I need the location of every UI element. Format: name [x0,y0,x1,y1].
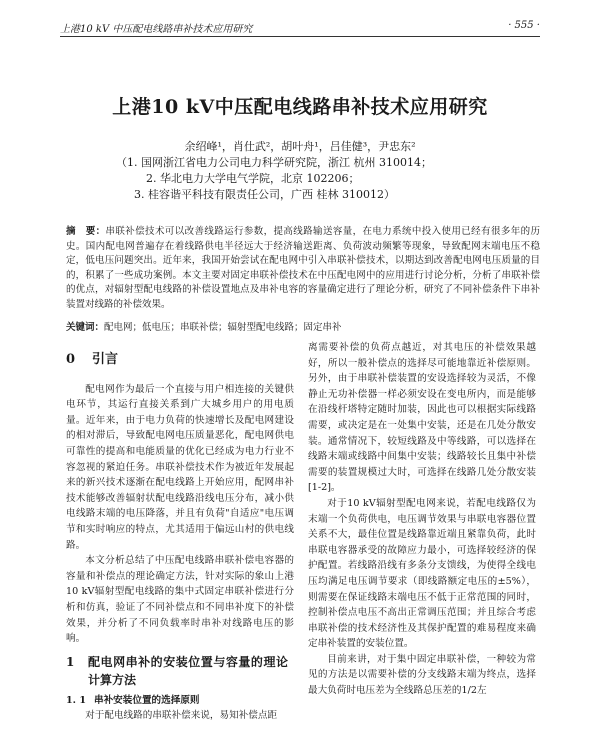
affiliation-3: 3. 桂容谐平科技有限责任公司，广西 桂林 310012） [134,188,395,201]
section-0-heading [66,352,294,368]
subsection-number: 1. 1 [66,694,87,706]
right-paragraph-2: 对于10 kV辐射型配电网来说，若配电线路仅为末端一个负荷供电，电压调节效果与串联电容器位置关系不大，最佳位置是线路靠近端且紧靠负荷，此时串联电容器承受的故障应力最小，可选择较经济的保护配置。若线路沿线有多条分支馈线，为使得全线电压均满足电压调节要求（即线路额定电压的±5%），则需要在保证线路末端电压不低于正常范围的同时，控制补偿点电压不高出正常调压范围；并且综合考虑串联补偿的技术经济性及其保护配置的难易程度来确定串补装置的安装位置。 [308,497,536,650]
abstract-text: 串联补偿技术可以改善线路运行参数，提高线路输送容量，在电力系统中投入使用已经有很多年的历史。国内配电网普遍存在着线路供电半径远大于经济输送距离、负荷波动频繁等现象，导致配网末端电压不稳定，低电压问题突出。近年来，我国开始尝试在配电网中引入串联补偿技术，以期达到改善配电网电压质量的目的，积累了一些成功案例。本文主要对固定串联补偿技术在中压配电网中的应用进行讨论分析，分析了串联补偿的优点，对辐射型配电线路的补偿设置地点及串补电容的容量确定进行了理论分析，研究了不同补偿条件下串补装置对线路的补偿效果。 [66,226,540,310]
section-1-heading [66,653,294,689]
authors: 余绍峰¹，肖仕武²，胡叶舟¹，吕佳健³，尹忠东² [184,140,416,153]
subsection-1-1-heading [66,693,294,709]
abstract [66,225,540,313]
keywords [66,319,540,333]
section-1-number: 1 [66,654,75,669]
right-column [308,340,536,699]
right-paragraph-1: 离需要补偿的负荷点越近，对其电压的补偿效果越好，所以一般补偿点的选择尽可能地靠近补偿原则。另外，由于串联补偿装置的安设选择较为灵活，不像静止无功补偿器一样必须安设在变电所内，而是能够在沿线杆塔特定随时加装，因此也可以根据实际线路需要，或决定是在一处集中安装，还是在几处分散安装。通常情况下，较短线路及中等线路，可以选择在线路末端或线路中间集中安装；线路较长且集中补偿需要的装置规模过大时，可选择在线路几处分散安装[1-2]。 [308,342,536,494]
keywords-label: 关键词： [66,322,105,333]
affiliation-2: 2. 华北电力大学电气学院，北京 102206； [146,172,360,185]
right-paragraph-3: 目前来讲，对于集中固定串联补偿，一种较为常见的方法是以需要补偿的分支线路末端为终点，选择最大负荷时电压差为全线路总压差的1/2左 [308,653,536,697]
running-head-title: 上港10 kV 中压配电线路串补技术应用研究 [60,24,253,35]
section-0-number: 0 [66,352,76,367]
affiliation-1: （1. 国网浙江省电力公司电力科学研究院，浙江 杭州 310014； [116,156,432,169]
affiliations [116,155,536,203]
section-1-title: 配电网串补的安装位置与容量的理论计算方法 [88,654,288,687]
subsection-title: 串补安装位置的选择原则 [94,694,200,706]
abstract-label: 摘 要： [66,226,106,237]
paper-title: 上港10 kV中压配电线路串补技术应用研究 [112,96,488,118]
intro-paragraph-2: 本文分析总结了中压配电线路串联补偿电容器的容量和补偿点的理论确定方法，针对实际的象山上港10 kV辐射型配电线路的集中式固定串联补偿进行分析和仿真，验证了不同补偿点和不同串补度下的补偿效果，并分析了不同负载率时串补对线路电压的影响。 [66,555,294,645]
page-number: · 555 · [508,20,540,31]
left-column [66,340,294,724]
section-0-title: 引言 [92,352,119,367]
subsection-paragraph-start: 对于配电线路的串联补偿来说，易知补偿点距 [85,710,278,722]
keywords-text: 配电网；低电压；串联补偿；辐射型配电线路；固定串补 [104,322,342,333]
running-head [60,18,540,37]
intro-paragraph-1: 配电网作为最后一个直接与用户相连接的关键供电环节，其运行直接关系到广大城乡用户的用电质量。近年来，由于电力负荷的快速增长及配电网建设的相对滞后，导致配电网电压质量恶化，配电网供电可靠性的提高和电能质量的优化已经成为电力行业不容忽视的紧迫任务。串联补偿技术作为被近年发展起来的新兴技术逐渐在配电线路上开始应用，配网串补技术能够改善辐射状配电线路沿线电压分布，减小供电线路末端的电压降落，并且有负荷"自适应"电压调节和实时响应的特点，尤其适用于偏远山村的供电线路。 [66,383,294,551]
